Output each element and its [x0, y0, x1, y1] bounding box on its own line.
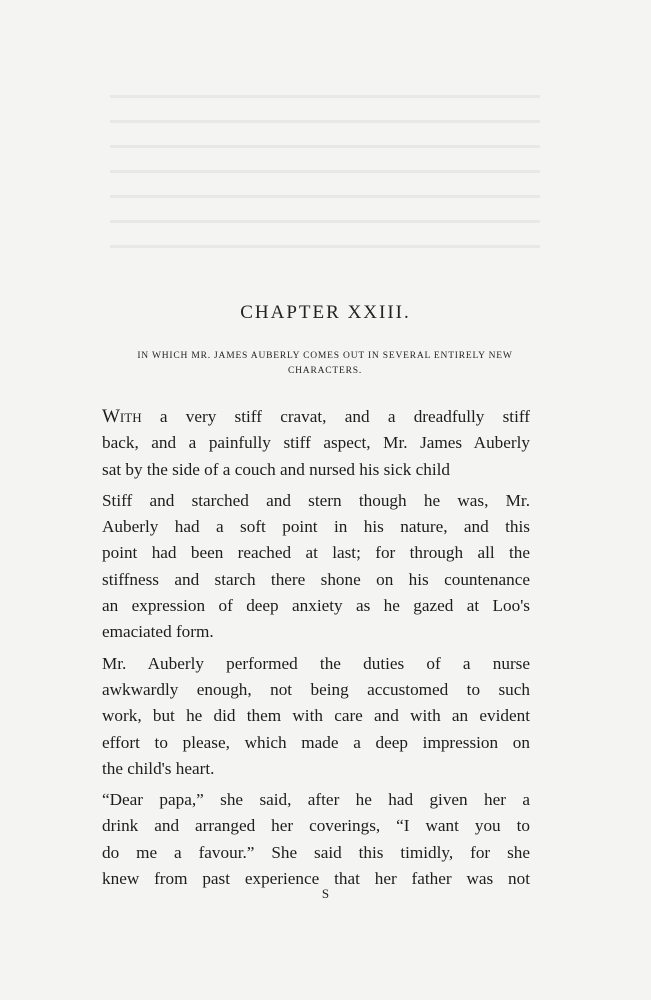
- line-text: work, but he did them with care and with an evident: [102, 706, 530, 726]
- paragraph-1: [102, 404, 530, 483]
- signature-mark: S: [321, 886, 330, 901]
- show-through-lines: [110, 95, 540, 275]
- line-text: Stiff and starched and stern though he was, Mr.: [102, 490, 530, 510]
- paragraph-line: [102, 430, 530, 456]
- paragraph-3: [102, 651, 530, 782]
- line-text: Auberly had a soft point in his nature, and this: [102, 517, 530, 537]
- paragraph-line: [102, 813, 530, 839]
- line-text: a very stiff cravat, and a dreadfully stiff: [159, 407, 530, 426]
- paragraph-line: [102, 514, 530, 540]
- paragraph-line: [102, 619, 530, 645]
- paragraph-2: [102, 488, 530, 646]
- paragraph-line: [102, 404, 530, 430]
- chapter-subtitle-line-1: IN WHICH MR. JAMES AUBERLY COMES OUT IN SEVERAL ENTIRELY NEW: [137, 351, 513, 361]
- paragraph-line: [102, 567, 530, 593]
- paragraph-line: [102, 840, 530, 866]
- line-text: do me a favour.” She said this timidly, for she: [102, 842, 530, 862]
- chapter-subtitle: [110, 349, 540, 379]
- line-text: emaciated form.: [102, 622, 214, 642]
- drop-lead-word: With: [102, 406, 142, 427]
- chapter-subtitle-line-2: CHARACTERS.: [288, 366, 362, 376]
- paragraph-line: [102, 651, 530, 677]
- chapter-title: CHAPTER XXIII.: [240, 302, 411, 323]
- paragraph-line: [102, 593, 530, 619]
- paragraph-line: [102, 756, 530, 782]
- paragraph-line: [102, 540, 530, 566]
- paragraph-line: [102, 677, 530, 703]
- line-text: effort to please, which made a deep impression on: [102, 732, 530, 752]
- paragraph-line: [102, 488, 530, 514]
- line-text: sat by the side of a couch and nursed his sick child: [102, 459, 450, 479]
- line-text: back, and a painfully stiff aspect, Mr. James Auberly: [102, 433, 530, 453]
- paragraph-line: [102, 703, 530, 729]
- body-text: [102, 404, 530, 897]
- line-text: an expression of deep anxiety as he gazed at Loo's: [102, 596, 530, 616]
- paragraph-4: [102, 787, 530, 892]
- line-text: awkwardly enough, not being accustomed to such: [102, 679, 530, 699]
- line-text: stiffness and starch there shone on his countenance: [102, 569, 530, 589]
- paragraph-line: [102, 730, 530, 756]
- line-text: drink and arranged her coverings, “I want you to: [102, 816, 530, 836]
- line-text: “Dear papa,” she said, after he had given her a: [102, 790, 530, 810]
- paragraph-line: [102, 457, 530, 483]
- line-text: point had been reached at last; for through all the: [102, 543, 530, 563]
- line-text: Mr. Auberly performed the duties of a nurse: [102, 653, 530, 673]
- line-text: the child's heart.: [102, 758, 215, 778]
- line-text: knew from past experience that her father was not: [102, 869, 530, 889]
- paragraph-line: [102, 787, 530, 813]
